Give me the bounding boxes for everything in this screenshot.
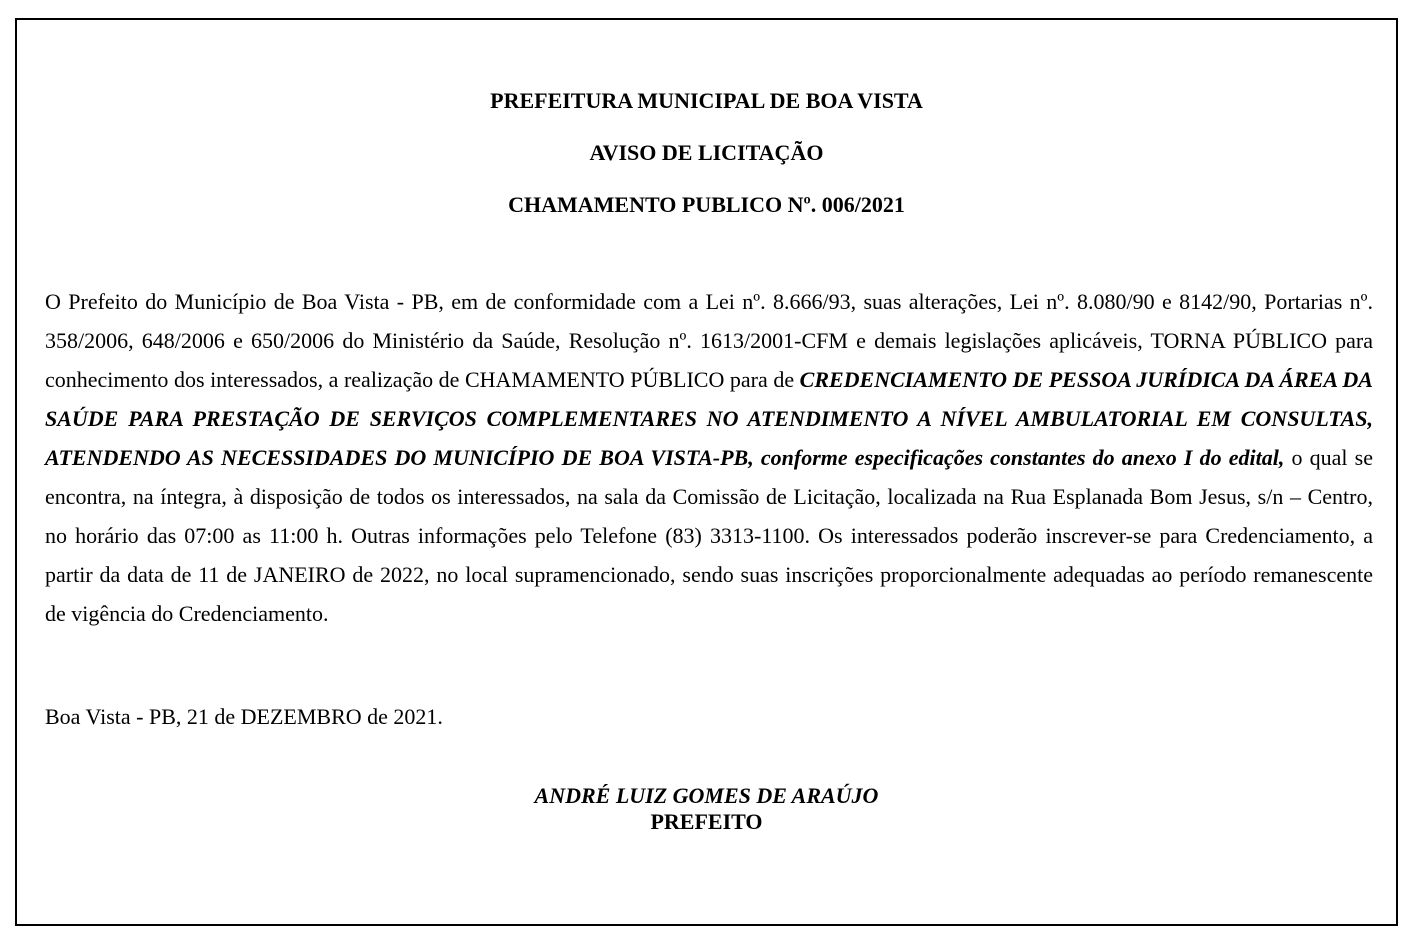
signatory-name: ANDRÉ LUIZ GOMES DE ARAÚJO <box>534 783 879 808</box>
call-number-heading: CHAMAMENTO PUBLICO Nº. 006/2021 <box>508 192 905 217</box>
body-object: CREDENCIAMENTO DE PESSOA JURÍDICA DA ÁREA DA SAÚDE PARA PRESTAÇÃO DE SERVIÇOS COMPLEMENTARES NO ATENDIMENTO A NÍVEL AMBULATORIAL EM CONSULTAS, ATENDENDO AS NECESSIDADES DO MUNICÍPIO DE BOA VISTA-PB, conforme especificações constantes do anexo I do edital, <box>45 367 1373 470</box>
notice-frame <box>15 18 1398 926</box>
notice-body <box>45 282 1373 633</box>
notice-type-heading: AVISO DE LICITAÇÃO <box>589 140 824 165</box>
body-intro: O Prefeito do Município de Boa Vista - PB, em de conformidade com a Lei nº. 8.666/93, suas alterações, Lei nº. 8.080/90 e 8142/90, Portarias nº. 358/2006, 648/2006 e 650/2006 do Ministério da Saúde, Resolução nº. 1613/2001-CFM e demais legislações aplicáveis, TORNA PÚBLICO para conhecimento dos interessados, a realização de CHAMAMENTO PÚBLICO para de <box>45 289 1373 392</box>
place-date-line: Boa Vista - PB, 21 de DEZEMBRO de 2021. <box>45 704 443 729</box>
municipality-heading: PREFEITURA MUNICIPAL DE BOA VISTA <box>490 88 923 113</box>
signatory-title: PREFEITO <box>650 809 763 834</box>
body-rest: o qual se encontra, na íntegra, à disposição de todos os interessados, na sala da Comissão de Licitação, localizada na Rua Esplanada Bom Jesus, s/n – Centro, no horário das 07:00 as 11:00 h. Outras informações pelo Telefone (83) 3313-1100. Os interessados poderão inscrever-se para Credenciamento, a partir da data de 11 de JANEIRO de 2022, no local supramencionado, sendo suas inscrições proporcionalmente adequadas ao período remanescente de vigência do Credenciamento. <box>45 445 1373 626</box>
